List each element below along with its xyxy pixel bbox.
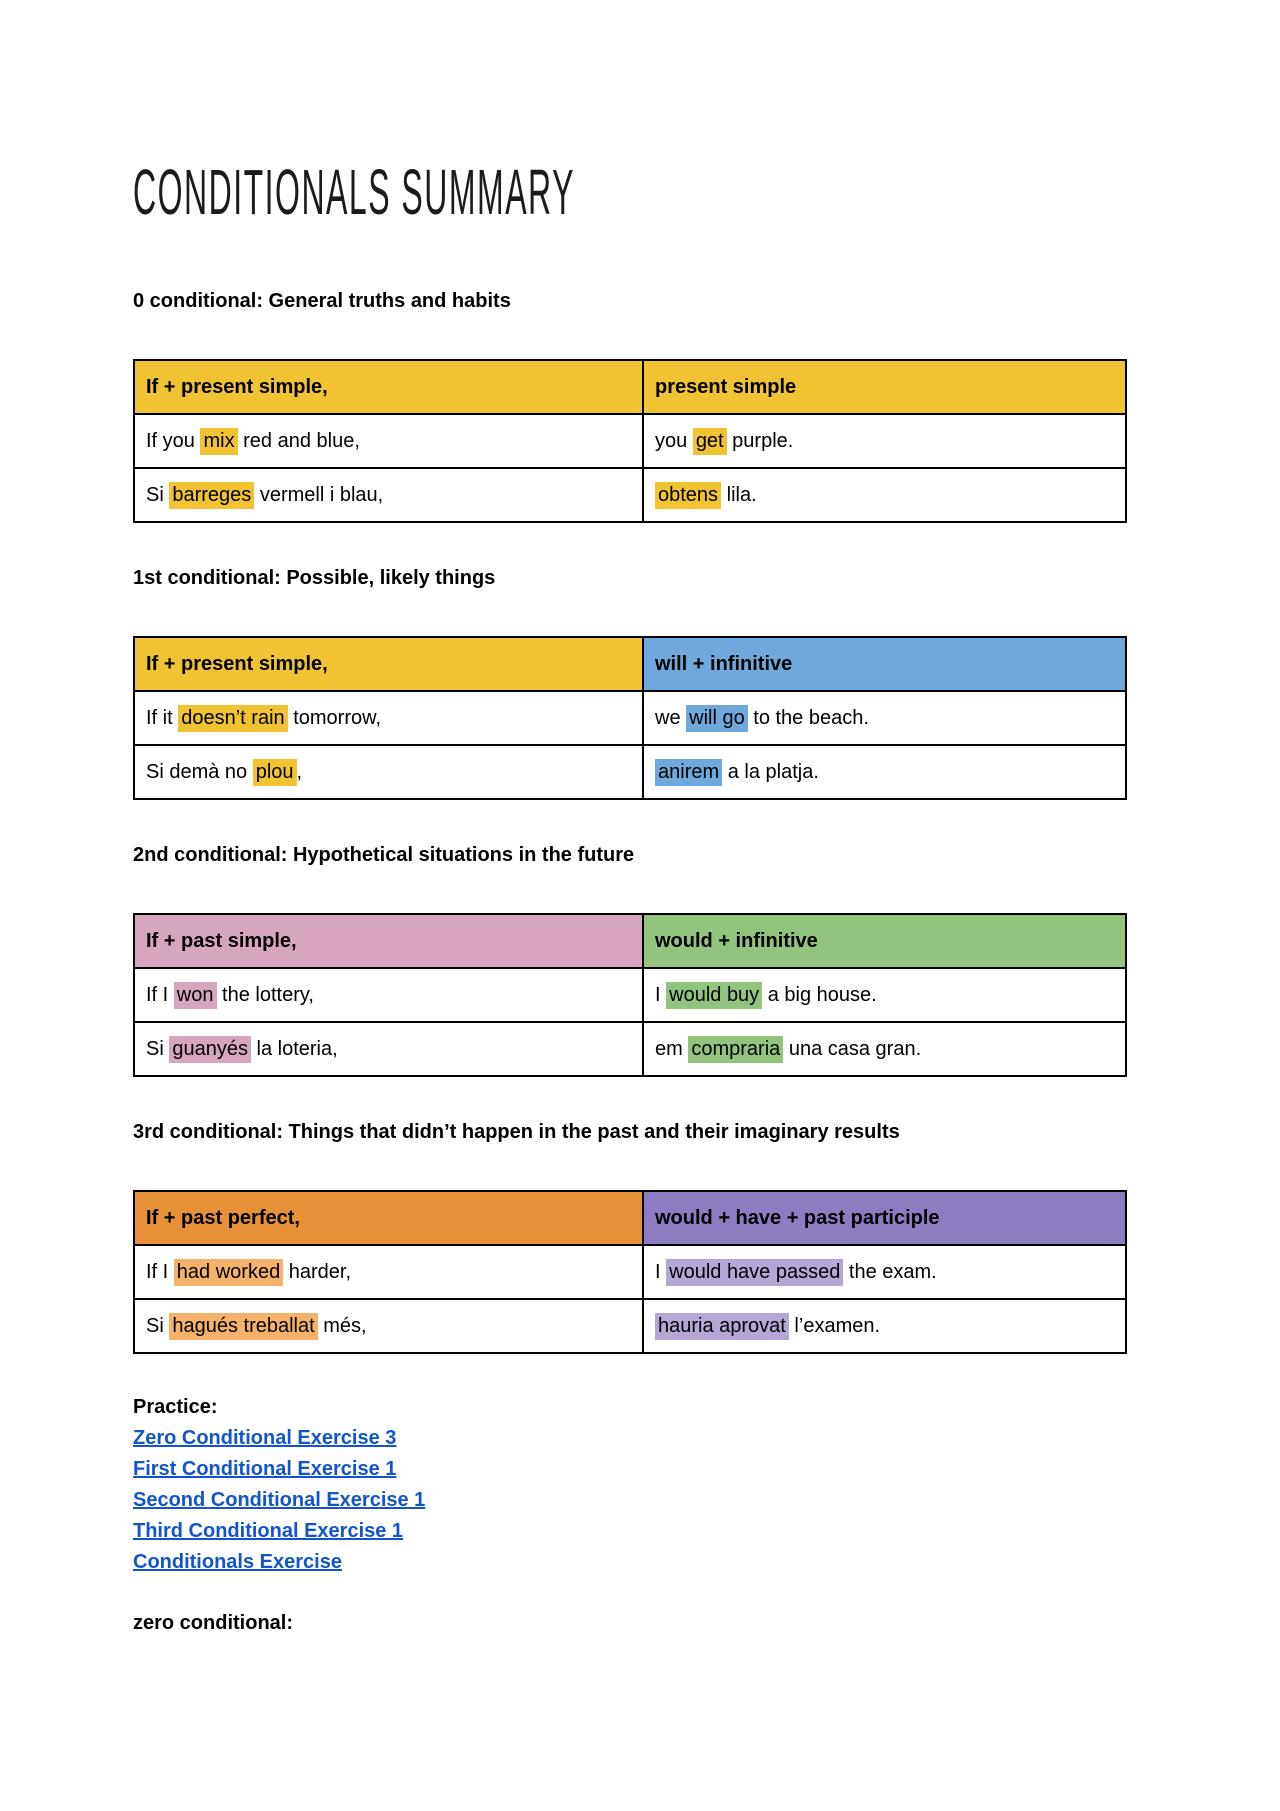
table-cell	[134, 691, 643, 745]
table-cell	[643, 1022, 1126, 1076]
table-cell	[134, 745, 643, 799]
cell-text: If it	[146, 707, 179, 729]
cell-text: Si	[146, 1038, 170, 1060]
section-first-conditional	[133, 561, 1127, 800]
practice-link-conditionals-exercise[interactable]: Conditionals Exercise	[133, 1551, 342, 1573]
conditional-table	[133, 1190, 1127, 1354]
cell-text: purple.	[726, 430, 794, 452]
table-header-cell-right: present simple	[643, 360, 1126, 414]
highlighted-text: had worked	[174, 1259, 283, 1286]
cell-text: tomorrow,	[287, 707, 381, 729]
table-cell	[643, 968, 1126, 1022]
table-header-cell-right: would + have + past participle	[643, 1191, 1126, 1245]
conditional-table	[133, 913, 1127, 1077]
table-cell	[643, 1299, 1126, 1353]
cell-text: vermell i blau,	[254, 484, 384, 506]
highlighted-text: anirem	[655, 759, 722, 786]
table-cell	[134, 968, 643, 1022]
section-heading: 3rd conditional: Things that didn’t happen in the past and their imaginary results	[133, 1121, 900, 1143]
cell-text: a big house.	[762, 984, 877, 1006]
table-header-cell-left: If + past perfect,	[134, 1191, 643, 1245]
practice-link-third-conditional-exercise[interactable]: Third Conditional Exercise 1	[133, 1520, 404, 1542]
table-row	[134, 468, 1126, 522]
cell-text: to the beach.	[747, 707, 869, 729]
cell-text: la loteria,	[250, 1038, 338, 1060]
table-header-row	[134, 637, 1126, 691]
cell-text: I	[655, 984, 667, 1006]
highlighted-text: won	[174, 982, 217, 1009]
cell-text: lila.	[721, 484, 757, 506]
zero-conditional-heading: zero conditional:	[133, 1612, 293, 1634]
practice-link-first-conditional-exercise[interactable]: First Conditional Exercise 1	[133, 1458, 397, 1480]
cell-text: red and blue,	[237, 430, 360, 452]
cell-text: una casa gran.	[783, 1038, 922, 1060]
practice-link-second-conditional-exercise[interactable]: Second Conditional Exercise 1	[133, 1489, 426, 1511]
cell-text: you	[655, 430, 693, 452]
cell-text: Si demà no	[146, 761, 253, 783]
cell-text: the lottery,	[216, 984, 314, 1006]
cell-text: l’examen.	[788, 1315, 881, 1337]
table-header-row	[134, 914, 1126, 968]
section-zero-conditional	[133, 284, 1127, 523]
highlighted-text: plou	[253, 759, 297, 786]
table-cell	[134, 1022, 643, 1076]
table-cell	[643, 691, 1126, 745]
table-row	[134, 968, 1126, 1022]
conditional-table	[133, 359, 1127, 523]
page-title: CONDITIONALS SUMMARY	[133, 156, 575, 228]
cell-text: we	[655, 707, 687, 729]
table-row	[134, 1299, 1126, 1353]
cell-text: harder,	[283, 1261, 352, 1283]
conditional-table	[133, 636, 1127, 800]
table-header-row	[134, 1191, 1126, 1245]
table-cell	[643, 414, 1126, 468]
cell-text: més,	[317, 1315, 367, 1337]
cell-text: If you	[146, 430, 201, 452]
highlighted-text: will go	[686, 705, 748, 732]
table-cell	[643, 1245, 1126, 1299]
practice-link-zero-conditional-exercise[interactable]: Zero Conditional Exercise 3	[133, 1427, 397, 1449]
highlighted-text: guanyés	[169, 1036, 251, 1063]
table-cell	[134, 1299, 643, 1353]
cell-text: the exam.	[843, 1261, 937, 1283]
highlighted-text: hauria aprovat	[655, 1313, 789, 1340]
cell-text: Si	[146, 484, 170, 506]
table-row	[134, 1022, 1126, 1076]
highlighted-text: doesn’t rain	[178, 705, 287, 732]
practice-links	[133, 1423, 1127, 1578]
table-header-cell-left: If + present simple,	[134, 360, 643, 414]
table-row	[134, 745, 1126, 799]
table-header-cell-right: will + infinitive	[643, 637, 1126, 691]
practice-heading: Practice:	[133, 1396, 218, 1418]
highlighted-text: obtens	[655, 482, 721, 509]
table-row	[134, 414, 1126, 468]
section-heading: 0 conditional: General truths and habits	[133, 290, 511, 312]
highlighted-text: hagués treballat	[169, 1313, 317, 1340]
table-cell	[134, 468, 643, 522]
cell-text: ,	[296, 761, 303, 783]
cell-text: em	[655, 1038, 689, 1060]
table-row	[134, 691, 1126, 745]
table-header-cell-left: If + past simple,	[134, 914, 643, 968]
table-header-cell-right: would + infinitive	[643, 914, 1126, 968]
cell-text: If I	[146, 984, 174, 1006]
highlighted-text: compraria	[688, 1036, 783, 1063]
highlighted-text: mix	[200, 428, 237, 455]
highlighted-text: get	[693, 428, 727, 455]
cell-text: If I	[146, 1261, 174, 1283]
cell-text: Si	[146, 1315, 170, 1337]
section-third-conditional	[133, 1115, 1127, 1354]
highlighted-text: would have passed	[666, 1259, 843, 1286]
practice-section	[133, 1392, 1127, 1578]
table-row	[134, 1245, 1126, 1299]
highlighted-text: barreges	[169, 482, 254, 509]
highlighted-text: would buy	[666, 982, 762, 1009]
section-second-conditional	[133, 838, 1127, 1077]
section-heading: 2nd conditional: Hypothetical situations in the future	[133, 844, 635, 866]
table-header-row	[134, 360, 1126, 414]
cell-text: I	[655, 1261, 667, 1283]
section-heading: 1st conditional: Possible, likely things	[133, 567, 496, 589]
table-cell	[643, 745, 1126, 799]
table-cell	[134, 1245, 643, 1299]
table-cell	[134, 414, 643, 468]
table-cell	[643, 468, 1126, 522]
table-header-cell-left: If + present simple,	[134, 637, 643, 691]
cell-text: a la platja.	[722, 761, 819, 783]
